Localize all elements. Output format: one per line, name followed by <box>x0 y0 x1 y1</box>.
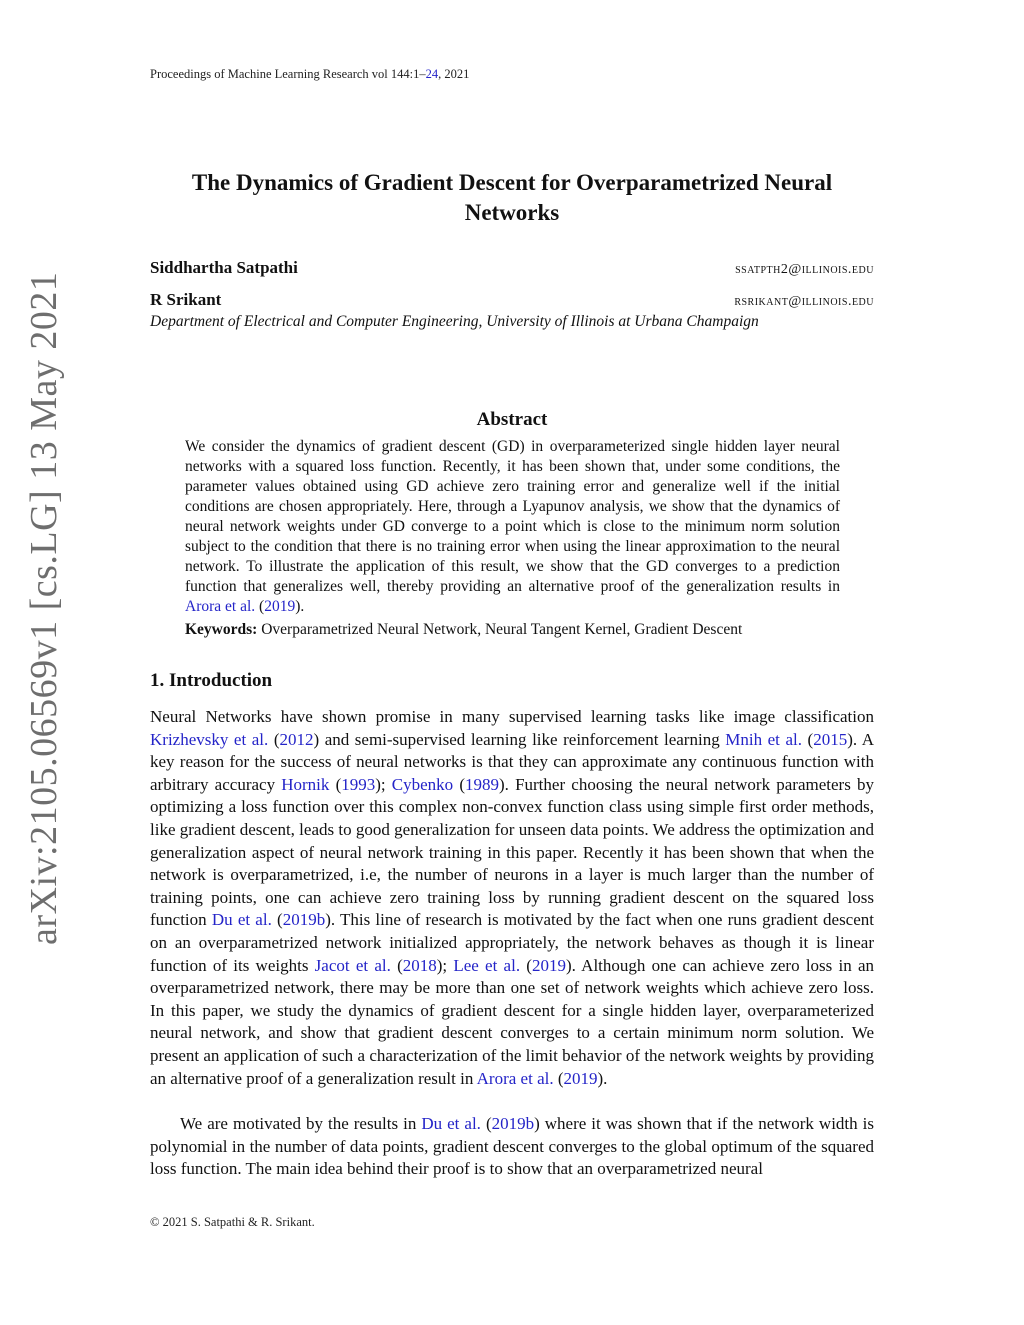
citation-link[interactable]: Arora et al. <box>185 598 256 615</box>
body-text-span: ( <box>453 774 465 794</box>
body-text-span: ( <box>329 774 342 794</box>
copyright-footer: © 2021 S. Satpathi & R. Srikant. <box>150 1215 315 1229</box>
citation-year-link[interactable]: 2019 <box>563 1068 598 1088</box>
body-text-span: ) where it was shown that if the network width is polynomial in the number of data points, gradient descent converges to the global optimum of the squared loss function. The main idea behind their proof is to show that an overparametrized neural <box>150 1114 874 1179</box>
citation-link[interactable]: Jacot et al. <box>314 955 391 975</box>
author-name: Siddhartha Satpathi <box>150 258 298 277</box>
body-text-span: ) and semi-supervised learning like reinforcement learning <box>313 729 726 749</box>
affiliation: Department of Electrical and Computer Engineering, University of Illinois at Urbana Champaign <box>150 313 759 330</box>
body-text-span: ). A key reason for the success of neural networks is that they can approximate any continuous function with arbitrary accuracy <box>150 729 875 794</box>
body-text-span: ( <box>268 729 280 749</box>
running-header <box>150 67 469 82</box>
citation-year-link[interactable]: 2019 <box>264 598 296 615</box>
body-text-span: ). This line of research is motivated by the fact when one runs gradient descent on an overparametrized network initialized appropriately, the network behaves as though it is linear function of its weights <box>150 910 874 975</box>
abstract-text: ( <box>255 598 265 615</box>
arxiv-stamp: arXiv:2105.06569v1 [cs.LG] 13 May 2021 <box>23 271 65 945</box>
citation-year-link[interactable]: 2018 <box>402 955 437 975</box>
author-email[interactable]: ssatpth2@illinois.edu <box>735 262 874 277</box>
citation-link[interactable]: Lee et al. <box>453 955 521 975</box>
citation-link[interactable]: Du et al. <box>211 910 272 930</box>
body-text-span: ). <box>597 1068 608 1088</box>
body-text-span: ( <box>553 1068 564 1088</box>
body-text-span: ( <box>520 955 532 975</box>
citation-year-link[interactable]: 2012 <box>279 729 314 749</box>
abstract-text: We consider the dynamics of gradient descent (GD) in overparameterized single hidden layer neural networks with a squared loss function. Recently, it has been shown that, under some conditions, the parameter values obtained using GD achieve zero training error and generalize well if the initial conditions are chosen appropriately. Here, through a Lyapunov analysis, we show that the dynamics of neural network weights under GD converge to a point which is close to the minimum norm solution subject to the condition that there is no training error when using the linear approximation to the neural network. To illustrate the application of this result, we show that the GD converges to a prediction function that generalizes well, thereby providing an alternative proof of the generalization results in <box>185 438 840 595</box>
author-email[interactable]: rsrikant@illinois.edu <box>734 294 874 309</box>
intro-paragraph-1 <box>150 706 874 1090</box>
intro-paragraph-2 <box>150 1113 874 1181</box>
abstract-text: ). <box>295 598 305 615</box>
body-text-span: ); <box>436 955 454 975</box>
citation-year-link[interactable]: 2015 <box>813 729 848 749</box>
body-text-span: ( <box>480 1114 492 1133</box>
body-text-span: ); <box>375 774 392 794</box>
citation-year-link[interactable]: 2019 <box>531 955 566 975</box>
citation-link[interactable]: Hornik <box>281 774 330 794</box>
header-suffix: , 2021 <box>438 67 470 81</box>
body-text-span: ). Although one can achieve zero loss in an overparametrized network, there may be more than one set of network weights which achieve zero loss. In this paper, we study the dynamics of gradient descent for a single hidden layer, overparameterized neural network, and show that gradient descent converges to a certain minimum norm solution. We present an application of such a characterization of the limit behavior of the network weights by providing an alternative proof of a generalization result in <box>150 955 874 1088</box>
citation-year-link[interactable]: 2019b <box>491 1114 535 1133</box>
section-heading: 1. Introduction <box>150 670 273 691</box>
citation-link[interactable]: Du et al. <box>421 1114 481 1133</box>
body-text-span: ( <box>801 729 814 749</box>
citation-link[interactable]: Cybenko <box>391 774 454 794</box>
keywords <box>185 620 840 640</box>
abstract-body <box>185 437 840 617</box>
header-page-link[interactable]: 24 <box>425 67 439 81</box>
author-name: R Srikant <box>150 290 222 309</box>
citation-link[interactable]: Krizhevsky et al. <box>150 729 269 749</box>
citation-year-link[interactable]: 2019b <box>282 910 326 930</box>
body-text-span: ( <box>390 955 403 975</box>
body-text-span: ( <box>271 910 283 930</box>
citation-year-link[interactable]: 1989 <box>465 774 499 794</box>
keywords-label: Keywords: <box>185 621 258 638</box>
citation-link[interactable]: Arora et al. <box>476 1068 554 1088</box>
paper-title: The Dynamics of Gradient Descent for Overparametrized Neural Networks <box>191 170 833 225</box>
keywords-text: Overparametrized Neural Network, Neural Tangent Kernel, Gradient Descent <box>257 621 743 638</box>
abstract-heading: Abstract <box>476 409 548 430</box>
header-prefix: Proceedings of Machine Learning Research vol 144:1– <box>150 67 426 81</box>
citation-link[interactable]: Mnih et al. <box>725 729 802 749</box>
body-text-span: We are motivated by the results in <box>180 1114 422 1133</box>
author-row-1 <box>150 258 874 278</box>
body-text-span: ). Further choosing the neural network parameters by optimizing a loss function over this complex non-convex function class using simple first order methods, like gradient descent, leads to good generalization for unseen data points. We address the optimization and generalization aspect of neural network training in this paper. Recently it has been shown that when the network is overparametrized, i.e, the number of neurons in a layer is much larger than the number of training points, one can achieve zero training loss by running gradient descent on the squared loss function <box>150 774 874 930</box>
citation-year-link[interactable]: 1993 <box>341 774 376 794</box>
body-text-span: Neural Networks have shown promise in many supervised learning tasks like image classification <box>150 707 874 726</box>
author-row-2 <box>150 290 874 310</box>
